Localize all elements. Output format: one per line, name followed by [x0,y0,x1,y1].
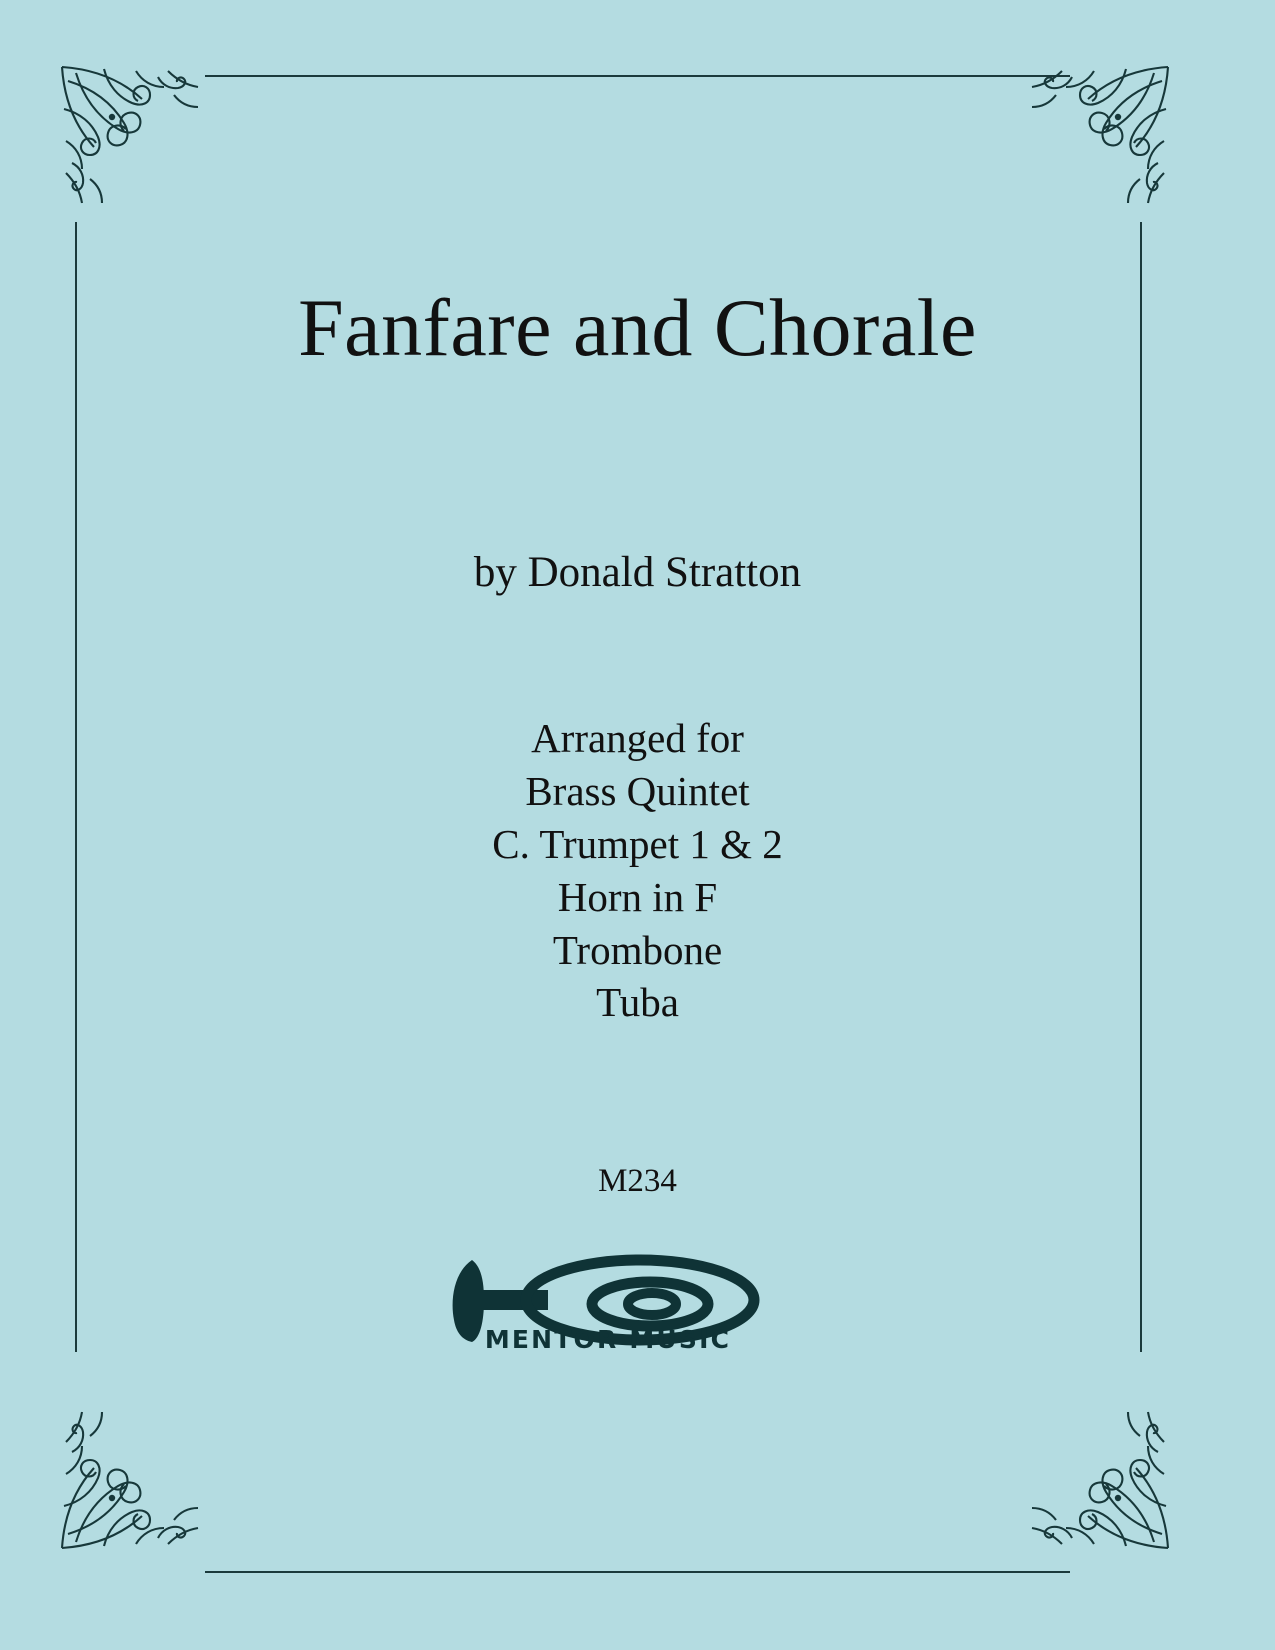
instrumentation-line: Brass Quintet [525,767,750,814]
filigree-corner-ornament-icon [50,55,210,215]
catalog-number: M234 [598,1163,677,1199]
instrumentation-line: Trombone [552,926,723,973]
page-title: Fanfare and Chorale [298,282,977,373]
filigree-corner-ornament-icon [1020,55,1180,215]
publisher-name: MENTOR MUSIC [484,1325,732,1354]
filigree-corner-ornament-icon [50,1400,210,1560]
instrumentation-line: C. Trumpet 1 & 2 [492,820,783,867]
filigree-corner-ornament-icon [1020,1400,1180,1560]
frame-rule-top [205,75,1070,77]
instrumentation-list [0,712,1275,1029]
composer-credit: by Donald Stratton [473,549,802,596]
instrumentation-line: Arranged for [531,715,744,761]
instrumentation-line: Tuba [596,979,679,1026]
instrumentation-line: Horn in F [557,873,718,920]
frame-rule-bottom [205,1571,1070,1573]
